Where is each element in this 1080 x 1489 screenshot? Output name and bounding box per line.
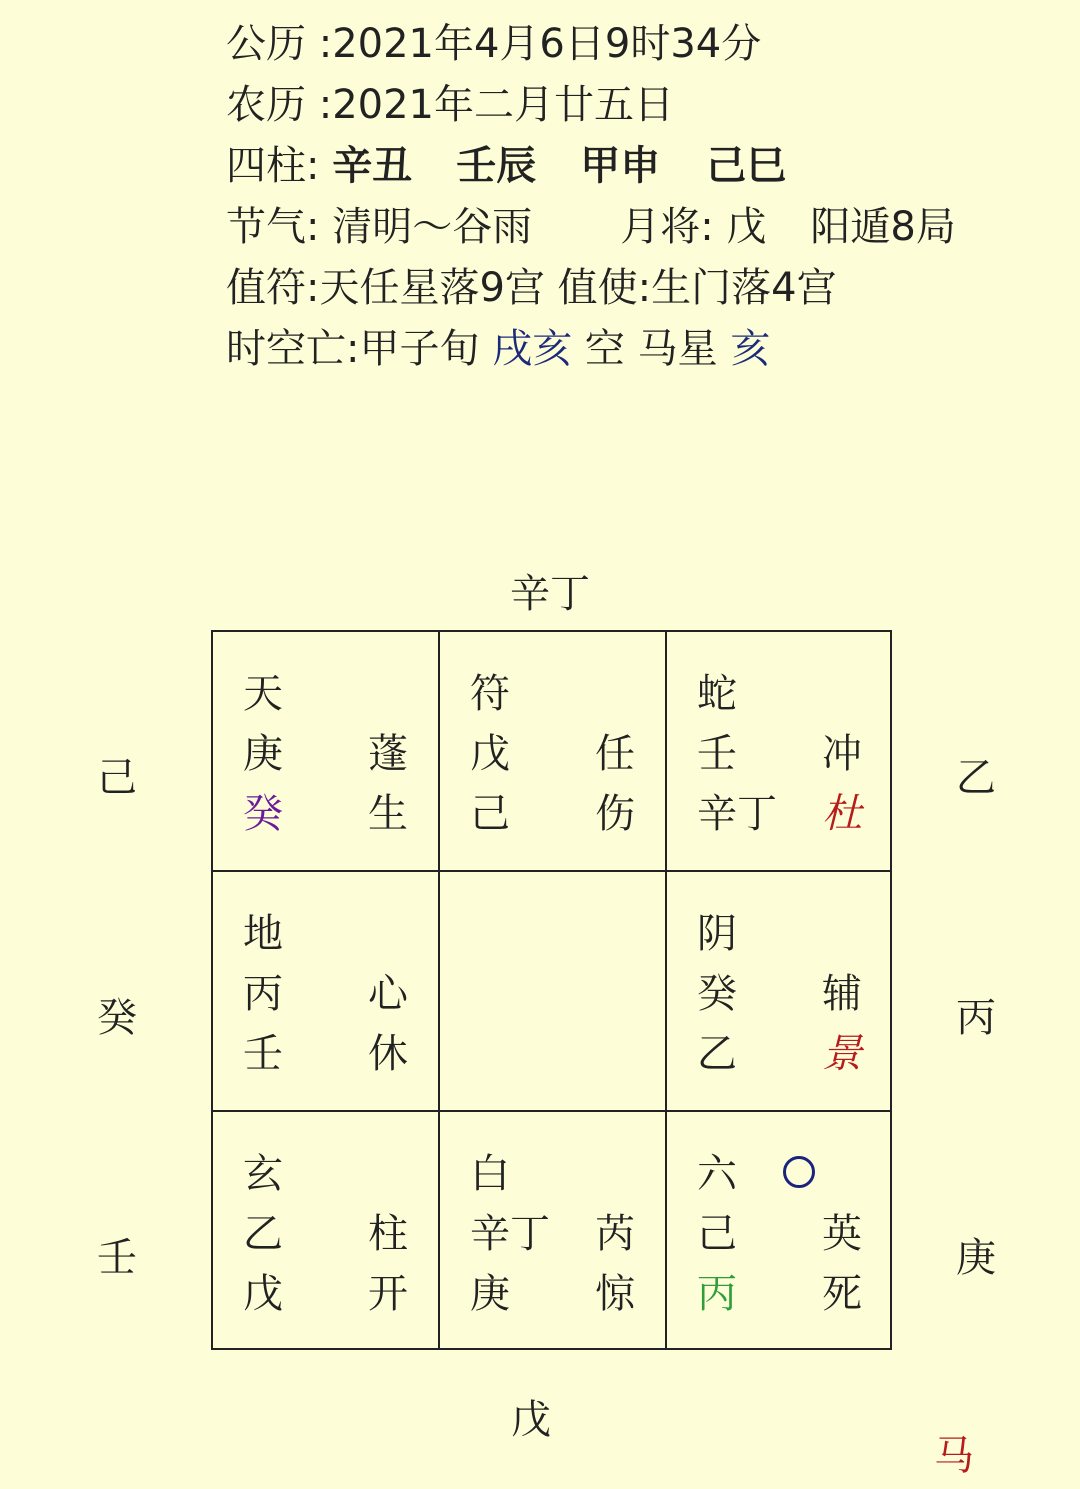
kongwang-line [226, 319, 956, 380]
kongwang-mid: 空 马星 [572, 326, 731, 372]
pillars-label: 四柱: [226, 143, 333, 189]
outer-right-stem-middle: 丙 [956, 995, 996, 1041]
nine-star: 芮 [595, 1211, 635, 1257]
kongwang-prefix: 时空亡:甲子旬 [226, 326, 493, 372]
heaven-stem: 戊 [470, 731, 510, 777]
palace-bottom-middle [440, 1112, 666, 1350]
eight-door: 伤 [595, 791, 635, 837]
horse-star-marker: 马 [934, 1433, 974, 1479]
heaven-stem: 己 [697, 1211, 737, 1257]
chart-info [226, 14, 956, 380]
earth-stem: 戊 [243, 1271, 283, 1317]
earth-stem: 辛丁 [697, 791, 777, 837]
outer-bottom-stem: 戊 [511, 1397, 551, 1443]
outer-left-stem-middle: 癸 [97, 995, 137, 1041]
outer-left-stem-top: 己 [97, 755, 137, 801]
eight-door: 惊 [595, 1271, 635, 1317]
eight-door: 杜 [822, 791, 862, 837]
palace-bottom-left [213, 1112, 439, 1350]
palace-deity: 阴 [697, 911, 737, 957]
heaven-stem: 癸 [697, 971, 737, 1017]
palace-deity: 白 [470, 1151, 510, 1197]
palace-deity: 天 [243, 671, 283, 717]
nine-star: 柱 [368, 1211, 408, 1257]
outer-left-stem-bottom: 壬 [97, 1235, 137, 1281]
eight-door: 休 [368, 1031, 408, 1077]
outer-right-stem-bottom: 庚 [956, 1235, 996, 1281]
solar-term: 节气: 清明～谷雨 [226, 204, 533, 250]
palace-deity: 六 [697, 1151, 737, 1197]
palace-middle-left [213, 872, 439, 1110]
eight-door: 景 [822, 1031, 862, 1077]
horse-star-value: 亥 [730, 326, 771, 372]
nine-star: 英 [822, 1211, 862, 1257]
month-general: 月将: 戊 [620, 204, 767, 250]
nine-star: 辅 [822, 971, 862, 1017]
heaven-stem: 辛丁 [470, 1211, 550, 1257]
eight-door: 死 [822, 1271, 862, 1317]
palace-middle-right [667, 872, 893, 1110]
outer-top-stem: 辛丁 [510, 571, 590, 617]
lunar-date: 农历 :2021年二月廿五日 [226, 82, 674, 128]
heaven-stem: 壬 [697, 731, 737, 777]
four-pillars [226, 136, 956, 197]
ju-number: 阳遁8局 [810, 204, 956, 250]
palace-deity: 玄 [243, 1151, 283, 1197]
pillar-day: 甲申 [580, 143, 661, 189]
outer-right-stem-top: 乙 [956, 755, 996, 801]
nine-star: 冲 [822, 731, 862, 777]
nine-palace-grid [211, 630, 892, 1350]
earth-stem: 丙 [697, 1271, 737, 1317]
palace-deity: 蛇 [697, 671, 737, 717]
heaven-stem: 乙 [243, 1211, 283, 1257]
pillar-month: 壬辰 [456, 143, 537, 189]
earth-stem: 己 [470, 791, 510, 837]
solar-term-line [226, 197, 956, 258]
palace-top-middle [440, 632, 666, 870]
palace-deity: 地 [243, 911, 283, 957]
pillar-hour: 己巳 [706, 143, 787, 189]
eight-door: 生 [368, 791, 408, 837]
zhifu-zhishi: 值符:天任星落9宫 值使:生门落4宫 [226, 265, 837, 311]
earth-stem: 壬 [243, 1031, 283, 1077]
pillar-year: 辛丑 [332, 143, 413, 189]
solar-date: 公历 :2021年4月6日9时34分 [226, 21, 762, 67]
heaven-stem: 庚 [243, 731, 283, 777]
palace-bottom-right [667, 1112, 893, 1350]
nine-star: 任 [595, 731, 635, 777]
heaven-stem: 丙 [243, 971, 283, 1017]
eight-door: 开 [368, 1271, 408, 1317]
nine-star: 蓬 [368, 731, 408, 777]
circle-marker-icon [783, 1156, 815, 1188]
nine-star: 心 [368, 971, 408, 1017]
palace-center [440, 872, 666, 1110]
palace-deity: 符 [470, 671, 510, 717]
earth-stem: 癸 [243, 791, 283, 837]
kongwang-value: 戌亥 [492, 326, 573, 372]
palace-top-right [667, 632, 893, 870]
earth-stem: 庚 [470, 1271, 510, 1317]
earth-stem: 乙 [697, 1031, 737, 1077]
palace-top-left [213, 632, 439, 870]
